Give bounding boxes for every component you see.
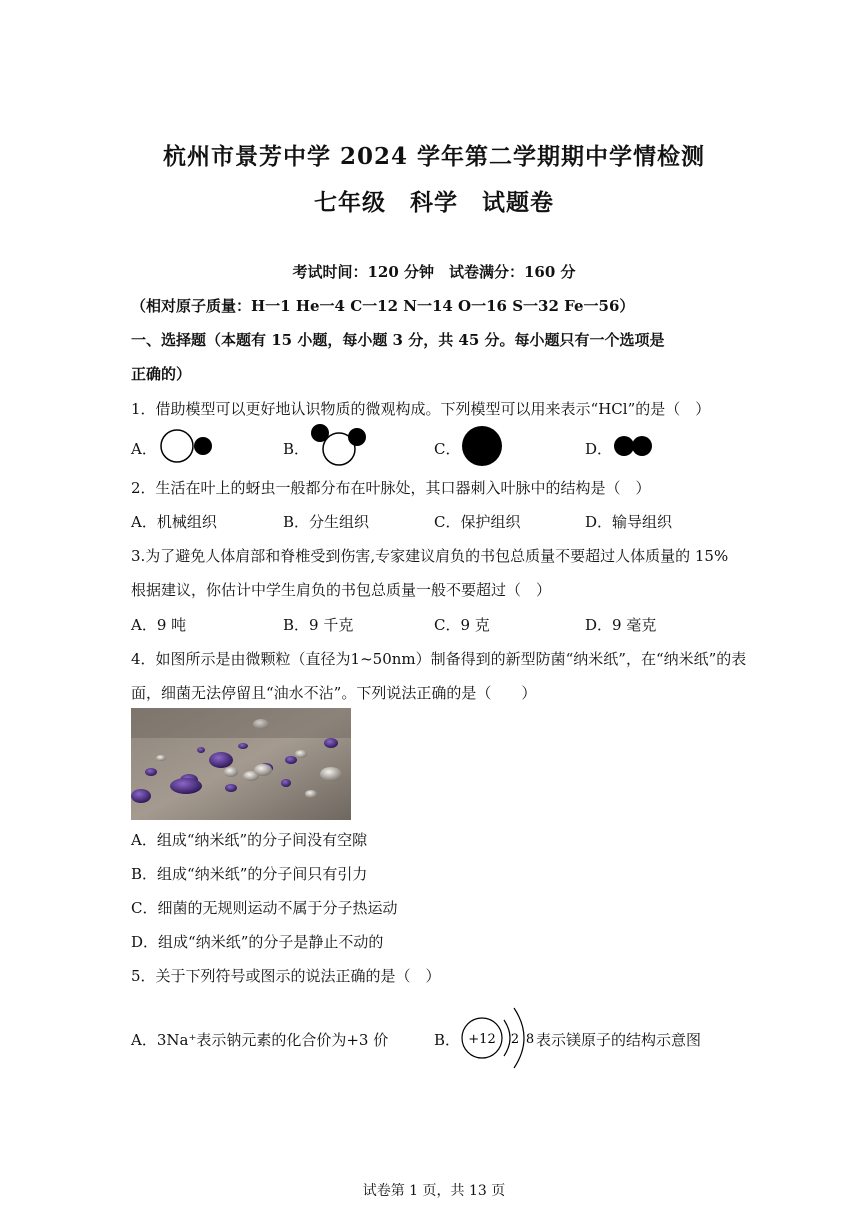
q1-option-c-label: C． — [434, 440, 461, 458]
question-5-stem: 5．关于下列符号或图示的说法正确的是（ ） — [131, 967, 441, 985]
q1-model-a-icon — [158, 428, 218, 466]
section-heading-cont: 正确的） — [131, 365, 192, 383]
question-1-stem: 1．借助模型可以更好地认识物质的微观构成。下列模型可以用来表示“HCl”的是（ ） — [131, 400, 711, 418]
shell-2-count: 8 — [525, 1032, 535, 1047]
question-4-stem: 4．如图所示是由微颗粒（直径为1~50nm）制备得到的新型防菌“纳米纸”，在“纳米纸”的表 — [131, 650, 747, 668]
exam-subtitle: 七年级 科学 试题卷 — [314, 189, 554, 216]
q3-option-d: D．9 毫克 — [585, 616, 657, 634]
nano-paper-photo — [131, 708, 351, 820]
question-3-stem: 3.为了避免人体肩部和脊椎受到伤害,专家建议肩负的书包总质量不要超过人体质量的 15% — [131, 547, 729, 565]
q2-option-c: C．保护组织 — [434, 513, 521, 531]
q5-option-b-text: 表示镁原子的结构示意图 — [536, 1031, 702, 1049]
magnesium-atom-structure-diagram — [458, 1000, 538, 1074]
q2-option-d: D．输导组织 — [585, 513, 673, 531]
q1-option-a-label: A． — [131, 440, 157, 458]
exam-info: 考试时间：120 分钟 试卷满分：160 分 — [292, 263, 576, 281]
q1-model-d-icon — [612, 435, 656, 459]
question-4-stem-cont: 面，细菌无法停留且“油水不沾”。下列说法正确的是（ ） — [131, 684, 537, 702]
q3-option-b: B．9 千克 — [283, 616, 354, 634]
q4-option-a: A．组成“纳米纸”的分子间没有空隙 — [131, 831, 368, 849]
section-heading: 一、选择题（本题有 15 小题，每小题 3 分，共 45 分。每小题只有一个选项是 — [131, 331, 665, 349]
q1-option-d-label: D． — [585, 440, 613, 458]
atomic-mass-note: （相对原子质量：H一1 He一4 C一12 N一14 O一16 S一32 Fe一56） — [131, 297, 635, 315]
nucleus-charge: +12 — [468, 1032, 496, 1047]
q2-option-b: B．分生组织 — [283, 513, 370, 531]
q1-model-c-icon — [460, 425, 504, 469]
question-3-stem-cont: 根据建议，你估计中学生肩负的书包总质量一般不要超过（ ） — [131, 581, 552, 599]
q1-option-b-label: B． — [283, 440, 310, 458]
q4-option-b: B．组成“纳米纸”的分子间只有引力 — [131, 865, 368, 883]
q3-option-a: A．9 吨 — [131, 616, 187, 634]
page-footer: 试卷第 1 页，共 13 页 — [362, 1183, 506, 1199]
shell-1-count: 2 — [510, 1032, 520, 1047]
q4-option-c: C．细菌的无规则运动不属于分子热运动 — [131, 899, 398, 917]
q2-option-a: A．机械组织 — [131, 513, 217, 531]
q3-option-c: C．9 克 — [434, 616, 490, 634]
q5-option-b-label: B． — [434, 1031, 461, 1049]
q4-option-d: D．组成“纳米纸”的分子是静止不动的 — [131, 933, 384, 951]
exam-title: 杭州市景芳中学 2024 学年第二学期期中学情检测 — [162, 143, 706, 170]
q5-option-a: A．3Na⁺表示钠元素的化合价为+3 价 — [131, 1031, 389, 1049]
q1-model-b-icon — [308, 422, 370, 468]
question-2-stem: 2．生活在叶上的蚜虫一般都分布在叶脉处，其口器刺入叶脉中的结构是（ ） — [131, 479, 651, 497]
